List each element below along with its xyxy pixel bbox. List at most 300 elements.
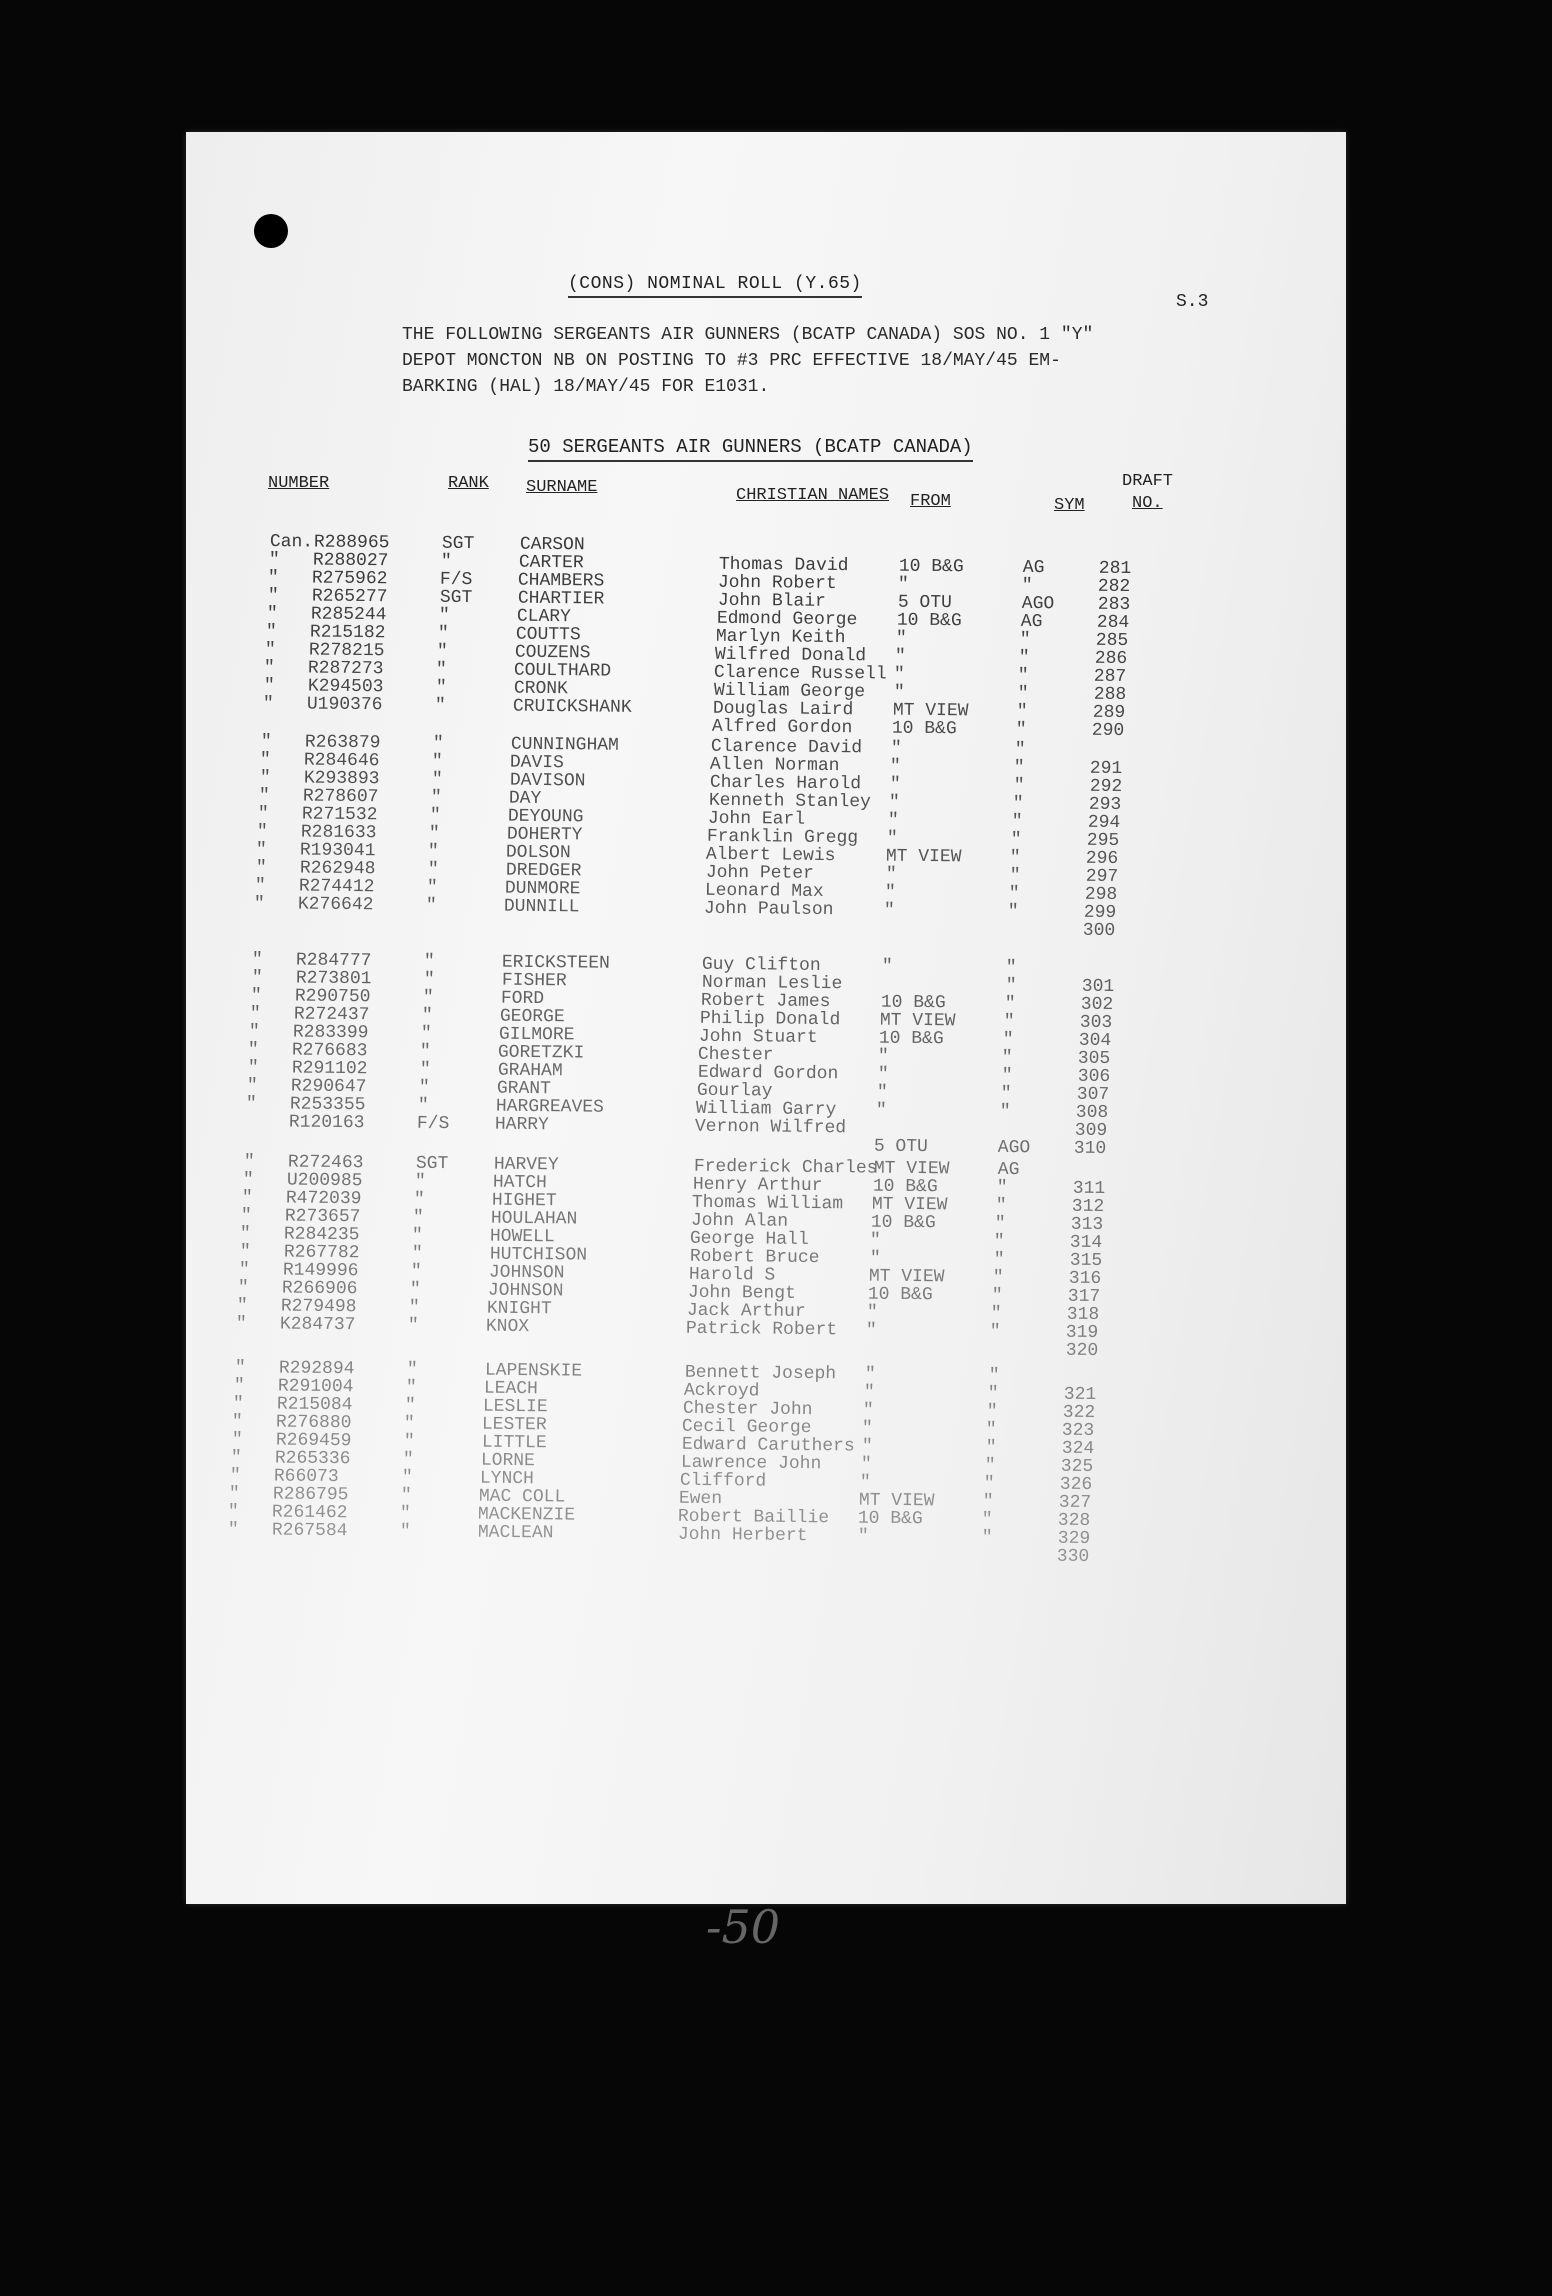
cell-christian: Franklin Gregg [706,826,859,849]
cell-from: 10 B&G [858,1508,924,1530]
cell-surname: CUNNINGHAM [510,734,620,756]
cell-sym: " [1011,811,1023,833]
cell-number: R290750 [294,986,371,1008]
cell-from: MT VIEW [868,1266,945,1288]
cell-sym: " [1002,1047,1014,1069]
cell-draft: 323 [1062,1420,1095,1442]
cell-sym: " [1012,793,1024,815]
cell-sym: " [1018,647,1030,669]
cell-sym: " [996,1177,1008,1199]
intro-line: BARKING (HAL) 18/MAY/45 FOR E1031. [402,377,770,397]
cell-prefix: " [249,1004,261,1025]
cell-from: 10 B&G [898,556,964,578]
cell-draft: 300 [1082,920,1116,942]
cell-number: R274412 [298,876,375,898]
cell-surname: DUNMORE [504,878,581,900]
cell-surname: COUZENS [514,642,591,664]
cell-draft: 310 [1074,1138,1107,1160]
cell-rank: " [412,1225,424,1246]
cell-christian: Bennett Joseph [684,1362,836,1385]
cell-rank: " [411,1243,423,1264]
cell-christian: Lawrence John [680,1452,822,1475]
cell-christian: Harold S [688,1264,776,1286]
cell-from: 10 B&G [867,1284,933,1306]
cell-draft: 320 [1065,1340,1098,1362]
cell-prefix: " [265,622,277,643]
cell-rank: " [432,733,444,754]
cell-prefix: " [255,858,267,879]
cell-christian: Guy Clifton [702,954,822,976]
cell-draft: 325 [1060,1456,1094,1478]
cell-christian: John Stuart [698,1026,818,1048]
cell-christian: Clifford [679,1470,767,1492]
cell-christian: John Alan [690,1210,789,1232]
cell-christian: Robert James [700,990,831,1013]
cell-draft: 290 [1091,720,1125,742]
cell-surname: LESLIE [482,1396,548,1418]
cell-sym: AGO [1021,593,1054,615]
cell-surname: HARGREAVES [495,1096,605,1118]
column-header-number: NUMBER [268,474,330,493]
cell-draft: 315 [1069,1250,1102,1272]
cell-surname: DAY [508,788,542,809]
cell-christian: Clarence David [710,736,863,759]
cell-number: R472039 [285,1188,362,1210]
cell-number: R261462 [272,1502,349,1524]
cell-christian: William Garry [695,1098,837,1121]
cell-rank: F/S [416,1113,450,1135]
cell-from: MT VIEW [879,1010,956,1032]
cell-sym: " [1009,865,1021,887]
column-header-sym: SYM [1054,496,1085,515]
cell-prefix: " [246,1076,258,1097]
cell-draft: 316 [1068,1268,1102,1290]
cell-from: 10 B&G [870,1212,936,1234]
cell-surname: MACKENZIE [478,1504,576,1526]
cell-prefix: " [256,840,268,861]
cell-christian: William George [713,680,865,703]
cell-sym: " [995,1195,1007,1217]
cell-prefix: " [268,568,280,589]
cell-draft: 321 [1063,1384,1097,1406]
cell-prefix: " [242,1170,254,1191]
cell-draft: 295 [1086,830,1120,852]
cell-christian: Charles Harold [709,772,861,795]
cell-prefix: " [228,1502,240,1523]
cell-christian: John Peter [705,862,814,884]
cell-rank: " [420,1041,432,1062]
cell-draft: 294 [1087,812,1121,834]
cell-prefix: " [266,604,278,625]
cell-number: R284235 [284,1224,361,1246]
cell-number: R288027 [312,550,389,572]
cell-surname: CARTER [518,552,584,574]
cell-draft: 286 [1094,648,1128,670]
cell-surname: GRANT [496,1078,551,1100]
cell-number: R263879 [304,732,381,754]
cell-from: " [886,828,898,849]
cell-rank: " [413,1189,425,1210]
cell-from: " [870,1230,882,1251]
cell-from: " [862,1418,874,1439]
cell-prefix: " [264,640,276,661]
cell-draft: 291 [1090,758,1123,780]
cell-from: " [882,956,894,977]
cell-draft: 302 [1080,994,1114,1016]
cell-christian: Kenneth Stanley [708,790,871,813]
cell-number: R120163 [288,1112,365,1134]
cell-christian: Vernon Wilfred [694,1116,847,1139]
cell-christian: John Earl [707,808,806,830]
cell-surname: DOLSON [506,842,572,864]
cell-prefix: " [250,986,262,1007]
cell-surname: DEYOUNG [507,806,584,828]
cell-sym: " [1016,701,1028,723]
cell-rank: " [408,1315,420,1336]
cell-prefix: " [245,1094,257,1115]
cell-surname: KNOX [486,1316,530,1338]
cell-sym: " [1005,975,1017,997]
cell-sym: " [986,1419,998,1441]
cell-draft: 282 [1098,576,1131,598]
cell-from: " [884,882,896,903]
cell-sym: " [994,1213,1006,1235]
cell-christian: Cecil George [682,1416,812,1439]
cell-draft: 308 [1075,1102,1109,1124]
cell-draft: 284 [1096,612,1130,634]
cell-surname: JOHNSON [487,1280,564,1302]
cell-christian: Marlyn Keith [715,626,846,649]
cell-number: R269459 [275,1430,352,1452]
cell-surname: HATCH [492,1172,547,1194]
roll-title: (CONS) NOMINAL ROLL (Y.65) [568,274,862,298]
cell-draft: 298 [1084,884,1118,906]
cell-draft: 297 [1085,866,1118,888]
cell-rank: " [417,1095,429,1116]
cell-rank: " [405,1377,417,1398]
cell-from: " [898,574,910,595]
cell-draft: 292 [1089,776,1122,798]
cell-christian: Frederick Charles [693,1156,878,1179]
cell-number: R262948 [299,858,376,880]
cell-surname: LITTLE [481,1432,547,1454]
cell-draft: 312 [1071,1196,1105,1218]
cell-surname: FISHER [501,970,567,992]
cell-surname: GILMORE [498,1024,575,1046]
cell-rank: " [424,951,436,972]
cell-rank: " [400,1485,412,1506]
cell-christian: Allen Norman [710,754,840,777]
cell-from: " [890,756,902,777]
cell-christian: Robert Bruce [689,1246,820,1269]
cell-christian: Philip Donald [699,1008,841,1031]
cell-from: 10 B&G [880,992,946,1014]
cell-from: " [869,1248,881,1269]
cell-number: R284777 [296,950,373,972]
cell-surname: HOULAHAN [490,1208,578,1230]
cell-sym: " [1002,1029,1014,1051]
cell-christian: Thomas William [691,1192,844,1215]
cell-from: " [862,1400,874,1421]
cell-from: " [887,810,899,831]
cell-christian: John Blair [717,590,826,612]
cell-surname: HARVEY [493,1154,559,1176]
cell-prefix: " [247,1058,259,1079]
cell-rank: " [399,1521,411,1542]
cell-draft: 283 [1097,594,1130,616]
cell-prefix: " [240,1206,252,1227]
cell-prefix: " [254,876,266,897]
cell-christian: Norman Leslie [701,972,842,995]
cell-surname: HUTCHISON [489,1244,587,1266]
cell-from: 5 OTU [874,1136,929,1158]
cell-surname: DAVIS [510,752,565,774]
cell-number: R265336 [274,1448,351,1470]
document-page [186,132,1346,1954]
column-header-from: FROM [910,492,951,511]
cell-christian: Jack Arthur [686,1300,806,1322]
cell-number: R265277 [311,586,388,608]
cell-christian: Ackroyd [683,1380,760,1402]
cell-rank: " [404,1395,416,1416]
cell-draft: 289 [1092,702,1126,724]
cell-rank: " [423,969,435,990]
cell-surname: GORETZKI [498,1042,585,1064]
cell-surname: DUNNILL [503,896,580,918]
cell-from: " [889,774,901,795]
cell-surname: LESTER [482,1414,548,1436]
cell-sym: " [990,1303,1002,1325]
cell-sym: AG [1020,611,1043,633]
cell-rank: " [404,1413,416,1434]
cell-from: " [890,738,902,759]
cell-number: R193041 [300,840,377,862]
cell-christian: Edmond George [716,608,858,631]
cell-sym: " [981,1527,993,1549]
cell-rank: " [432,751,444,772]
cell-draft: 329 [1057,1528,1090,1550]
cell-from: " [894,646,906,667]
cell-prefix: " [227,1520,239,1541]
cell-number: R215084 [276,1394,353,1416]
cell-number: R283399 [292,1022,369,1044]
cell-number: R279498 [280,1296,357,1318]
cell-sym: AG [997,1159,1020,1181]
cell-number: K294503 [307,676,384,698]
cell-sym: " [982,1509,994,1531]
cell-prefix: " [228,1484,240,1505]
cell-surname: LEACH [483,1378,538,1400]
cell-draft: 322 [1062,1402,1096,1424]
cell-from: MT VIEW [873,1158,950,1180]
column-header-surname: SURNAME [526,478,598,497]
cell-draft: 319 [1066,1322,1099,1344]
cell-draft: 318 [1066,1304,1100,1326]
nominal-roll [186,132,1346,1904]
cell-surname: CLARY [516,606,571,628]
cell-prefix: " [248,1022,260,1043]
cell-surname: ERICKSTEEN [502,952,611,974]
cell-sym: " [1017,683,1029,705]
cell-prefix: " [252,950,264,971]
cell-from: " [888,792,900,813]
cell-number: U200985 [286,1170,363,1192]
cell-from: " [876,1082,888,1103]
cell-rank: " [437,623,449,644]
cell-rank: " [414,1171,426,1192]
cell-surname: CRUICKSHANK [512,696,632,718]
cell-number: R281633 [300,822,377,844]
cell-prefix: " [241,1188,253,1209]
cell-sym: " [999,1101,1011,1123]
cell-draft: 324 [1061,1438,1094,1460]
cell-draft: 309 [1074,1120,1108,1142]
cell-rank: " [421,1005,433,1026]
cell-rank: " [427,859,439,880]
cell-from: " [883,900,895,921]
cell-prefix: " [264,658,276,679]
cell-sym: " [982,1491,994,1513]
cell-christian: Ewen [678,1488,723,1510]
cell-number: R149996 [282,1260,359,1282]
cell-prefix: " [256,822,268,843]
column-header-draft-no: NO. [1132,494,1163,513]
cell-number: R267584 [271,1520,348,1542]
cell-draft: 293 [1088,794,1122,816]
cell-prefix: " [248,1040,260,1061]
cell-sym: " [992,1267,1004,1289]
cell-prefix: " [267,586,279,607]
cell-sym: AG [1022,557,1045,579]
sheet-reference: S.3 [1176,292,1209,312]
cell-christian: Clarence Russell [714,662,888,685]
cell-rank: " [425,895,437,916]
cell-surname: CRONK [513,678,568,700]
cell-sym: " [1022,575,1034,597]
cell-rank: " [403,1431,415,1452]
cell-number: R285244 [310,604,387,626]
cell-number: R291102 [291,1058,368,1080]
cell-surname: CHARTIER [517,588,604,610]
cell-rank: SGT [441,533,475,555]
cell-draft: 307 [1076,1084,1110,1106]
cell-prefix: Can. [269,532,314,553]
cell-rank: " [401,1467,413,1488]
cell-surname: HARRY [494,1114,550,1136]
cell-christian: Robert Baillie [678,1506,830,1529]
cell-sym: " [985,1437,997,1459]
cell-rank: " [419,1059,431,1080]
cell-number: R266906 [281,1278,358,1300]
cell-prefix: " [237,1278,249,1299]
cell-sym: " [1000,1083,1012,1105]
cell-prefix: " [236,1296,248,1317]
cell-prefix: " [239,1242,251,1263]
cell-surname: CARSON [519,534,585,556]
cell-surname: JOHNSON [488,1262,565,1284]
cell-sym: " [991,1285,1003,1307]
cell-christian: Chester [698,1044,774,1066]
roll-subtitle: 50 SERGEANTS AIR GUNNERS (BCATP CANADA) [528,436,973,462]
cell-christian: Wilfred Donald [714,644,867,667]
cell-number: R284646 [304,750,381,772]
cell-rank: " [406,1359,418,1380]
cell-rank: " [434,695,446,716]
cell-sym: " [988,1365,1000,1387]
cell-number: R278607 [302,786,379,808]
cell-prefix: " [234,1358,246,1379]
cell-prefix: " [262,694,274,715]
cell-prefix: " [268,550,280,571]
cell-from: " [860,1454,872,1475]
cell-from: " [885,864,897,885]
cell-rank: " [422,987,434,1008]
column-header-draft: DRAFT [1122,472,1174,491]
cell-sym: " [1004,993,1016,1015]
cell-prefix: " [259,768,271,789]
cell-from: " [878,1046,890,1067]
column-header-christian-names: CHRISTIAN NAMES [736,486,890,505]
intro-line: DEPOT MONCTON NB ON POSTING TO #3 PRC EFFECTIVE 18/MAY/45 EM- [402,351,1061,371]
cell-number: R253355 [289,1094,366,1116]
cell-prefix: " [253,894,265,915]
cell-prefix: " [258,786,270,807]
cell-rank: " [410,1261,422,1282]
cell-number: R278215 [308,640,385,662]
cell-sym: " [986,1401,998,1423]
cell-christian: John Herbert [677,1524,808,1547]
cell-surname: GEORGE [499,1006,565,1028]
cell-from: " [895,628,907,649]
cell-surname: MACLEAN [477,1522,554,1544]
cell-draft: 299 [1083,902,1117,924]
cell-rank: F/S [440,569,473,591]
cell-rank: " [426,877,438,898]
cell-christian: Leonard Max [704,880,824,902]
cell-number: R292894 [278,1358,355,1380]
cell-christian: Edward Gordon [697,1062,838,1085]
cell-draft: 301 [1081,976,1114,998]
cell-rank: " [412,1207,424,1228]
cell-surname: GRAHAM [497,1060,563,1082]
cell-from: " [894,664,906,685]
cell-from: " [893,682,905,703]
cell-from: 10 B&G [878,1028,944,1050]
cell-draft: 306 [1077,1066,1110,1088]
cell-sym: " [993,1249,1005,1271]
cell-sym: " [987,1383,999,1405]
cell-rank: " [430,787,442,808]
cell-number: R272437 [293,1004,370,1026]
cell-sym: " [1014,757,1026,779]
intro-line: THE FOLLOWING SERGEANTS AIR GUNNERS (BCATP CANADA) SOS NO. 1 "Y" [402,325,1094,345]
cell-sym: " [1006,957,1018,979]
cell-from: " [875,1100,887,1121]
cell-prefix: " [232,1412,244,1433]
cell-rank: " [408,1297,420,1318]
cell-number: R66073 [273,1466,339,1488]
cell-rank: SGT [415,1153,448,1175]
cell-number: R215182 [309,622,386,644]
cell-rank: " [400,1503,412,1524]
cell-prefix: " [260,732,272,753]
cell-christian: Patrick Robert [686,1318,838,1341]
cell-sym: " [1014,739,1026,761]
cell-from: 10 B&G [872,1176,938,1198]
cell-christian: Alfred Gordon [711,716,853,739]
cell-sym: " [1013,775,1025,797]
cell-draft: 287 [1094,666,1127,688]
